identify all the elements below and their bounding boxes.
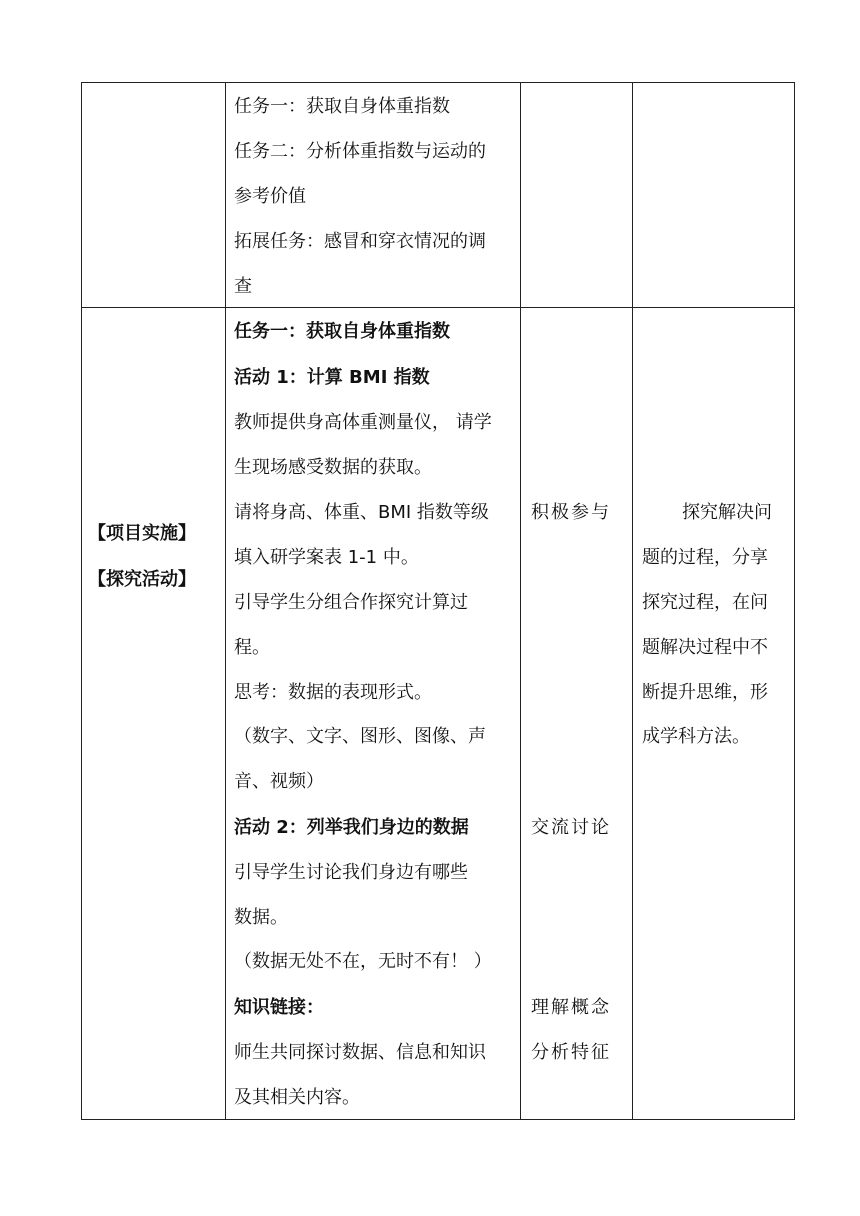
content-line: 音、视频）: [234, 771, 324, 792]
content-line: 数据。: [234, 907, 288, 928]
content-line: 及其相关内容。: [234, 1087, 360, 1108]
stage-label: 【探究活动】: [88, 569, 196, 590]
content-line: 任务一：获取自身体重指数: [234, 321, 450, 342]
content-line: 引导学生讨论我们身边有哪些: [234, 862, 468, 883]
table-border-right: [794, 82, 795, 1120]
design-intent-line: 断提升思维，形: [642, 682, 768, 703]
content-line: 知识链接：: [234, 997, 324, 1018]
content-line: 活动 1：计算 BMI 指数: [234, 367, 430, 388]
task-line: 任务二：分析体重指数与运动的: [234, 141, 486, 162]
content-line: 生现场感受数据的获取。: [234, 457, 432, 478]
column-divider-1: [225, 82, 226, 1120]
content-line: 师生共同探讨数据、信息和知识: [234, 1042, 486, 1063]
student-activity: 积极参与: [531, 502, 611, 523]
task-line: 任务一：获取自身体重指数: [234, 96, 450, 117]
content-line: 教师提供身高体重测量仪， 请学: [234, 412, 492, 433]
content-line: 程。: [234, 637, 270, 658]
content-line: （数据无处不在，无时不有！ ）: [234, 951, 492, 972]
design-intent-line: 探究解决问: [682, 502, 772, 523]
column-divider-2: [520, 82, 521, 1120]
content-line: 思考：数据的表现形式。: [234, 682, 432, 703]
table-border-bottom: [81, 1119, 795, 1120]
table-row-divider: [81, 307, 795, 308]
task-line: 拓展任务：感冒和穿衣情况的调: [234, 231, 486, 252]
design-intent-line: 题解决过程中不: [642, 637, 768, 658]
task-line: 参考价值: [234, 186, 306, 207]
student-activity: 分析特征: [531, 1042, 611, 1063]
student-activity: 交流讨论: [531, 817, 611, 838]
task-line: 查: [234, 276, 252, 297]
column-divider-3: [632, 82, 633, 1120]
design-intent-line: 题的过程，分享: [642, 547, 768, 568]
student-activity: 理解概念: [531, 997, 611, 1018]
content-line: 活动 2：列举我们身边的数据: [234, 817, 469, 838]
table-border-left: [81, 82, 82, 1120]
table-border-top: [81, 82, 795, 83]
content-line: （数字、文字、图形、图像、声: [234, 726, 486, 747]
design-intent-line: 成学科方法。: [642, 726, 750, 747]
stage-label: 【项目实施】: [88, 523, 196, 544]
content-line: 填入研学案表 1-1 中。: [234, 547, 419, 568]
content-line: 请将身高、体重、BMI 指数等级: [234, 502, 489, 523]
design-intent-line: 探究过程，在问: [642, 592, 768, 613]
content-line: 引导学生分组合作探究计算过: [234, 592, 468, 613]
